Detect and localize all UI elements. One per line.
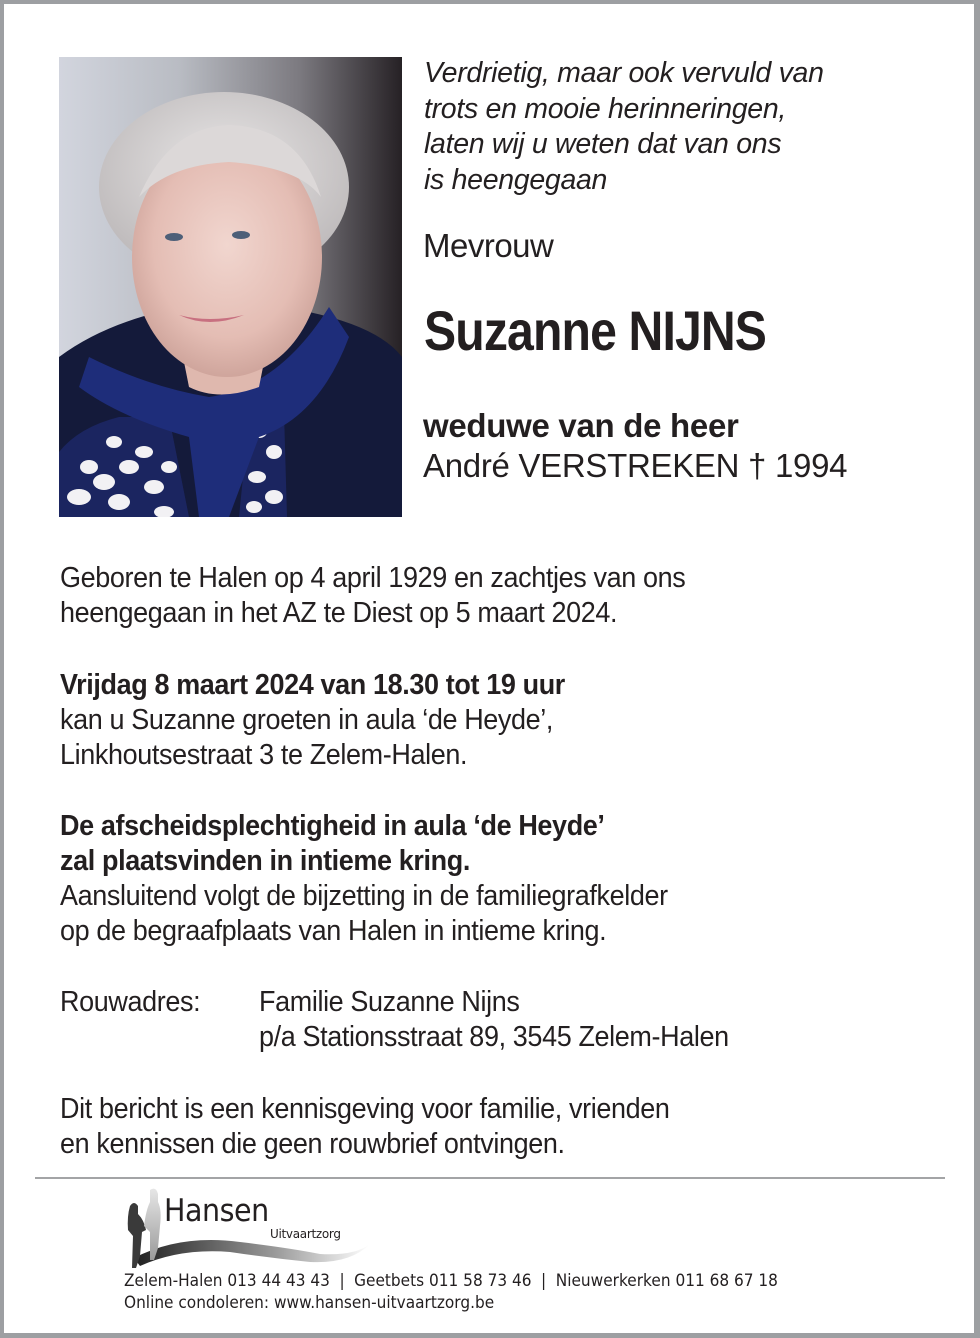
visitation-heading: Vrijdag 8 maart 2024 van 18.30 tot 19 uur — [60, 669, 565, 701]
condolence-line — [124, 1292, 778, 1314]
visitation-info — [60, 668, 603, 773]
location-phone: 013 44 43 43 — [227, 1271, 330, 1290]
spouse-death-year: 1994 — [774, 447, 848, 484]
portrait-photo — [59, 57, 402, 517]
body-line: heengegaan in het AZ te Diest op 5 maart 2024. — [60, 597, 618, 629]
spouse-line: weduwe van de heer — [423, 407, 739, 444]
location-city: Nieuwerkerken — [555, 1271, 671, 1290]
logo-subtitle: Uitvaartzorg — [270, 1227, 341, 1241]
address-line: Familie Suzanne Nijns — [259, 986, 520, 1018]
ceremony-heading: De afscheidsplechtigheid in aula ‘de Heyde’ — [60, 810, 605, 842]
notice-disclaimer — [60, 1092, 715, 1162]
body-line: op de begraafplaats van Halen in intieme kring. — [60, 915, 607, 947]
body-line: kan u Suzanne groeten in aula ‘de Heyde’, — [60, 704, 554, 736]
mourning-address — [60, 985, 764, 1055]
body-line: Geboren te Halen op 4 april 1929 en zachtjes van ons — [60, 562, 686, 594]
funeral-home-contact — [124, 1270, 778, 1314]
cross-icon: † — [748, 447, 767, 484]
intro-line: laten wij u weten dat van ons — [424, 128, 782, 160]
logo-name: Hansen — [164, 1193, 269, 1229]
location-city: Zelem-Halen — [124, 1271, 223, 1290]
body-line: en kennissen die geen rouwbrief ontvingen. — [60, 1128, 565, 1160]
location-phone: 011 68 67 18 — [675, 1271, 778, 1290]
deceased-name: Suzanne NIJNS — [424, 299, 767, 362]
website-link[interactable]: www.hansen-uitvaartzorg.be — [273, 1293, 495, 1312]
obituary-notice — [4, 4, 974, 1333]
spouse-name-line — [423, 446, 847, 486]
footer-divider — [35, 1177, 945, 1179]
phone-numbers — [124, 1270, 778, 1292]
condolence-label: Online condoleren: — [124, 1293, 270, 1312]
ceremony-heading: zal plaatsvinden in intieme kring. — [60, 845, 470, 877]
address-line: p/a Stationsstraat 89, 3545 Zelem-Halen — [259, 1021, 729, 1053]
separator: | — [339, 1271, 345, 1290]
separator: | — [541, 1271, 547, 1290]
ceremony-info — [60, 809, 713, 949]
intro-line: trots en mooie herinneringen, — [424, 92, 787, 125]
intro-line: is heengegaan — [424, 163, 608, 196]
location-city: Geetbets — [354, 1271, 425, 1290]
intro-line: Verdrietig, maar ook vervuld van — [424, 57, 824, 89]
intro-text — [424, 56, 944, 198]
funeral-home-logo — [120, 1186, 380, 1268]
spouse-name: André VERSTREKEN — [423, 447, 740, 484]
birth-death-info — [60, 561, 732, 631]
portrait-illustration — [59, 57, 402, 517]
body-line: Linkhoutsestraat 3 te Zelem-Halen. — [60, 739, 468, 771]
address-label: Rouwadres: — [60, 986, 201, 1018]
body-line: Dit bericht is een kennisgeving voor familie, vrienden — [60, 1093, 670, 1125]
body-line: Aansluitend volgt de bijzetting in de familiegrafkelder — [60, 880, 668, 912]
spouse-info — [423, 406, 847, 486]
location-phone: 011 58 73 46 — [429, 1271, 532, 1290]
title-prefix: Mevrouw — [423, 227, 554, 264]
